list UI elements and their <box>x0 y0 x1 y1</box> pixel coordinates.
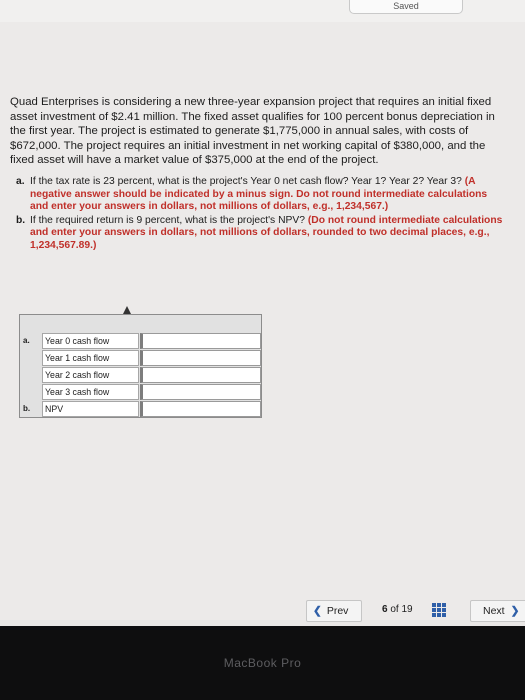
row-label: Year 3 cash flow <box>42 384 139 400</box>
answer-row-year0 <box>20 333 261 349</box>
next-button[interactable] <box>470 600 525 622</box>
part-b <box>16 215 506 253</box>
question-text: Quad Enterprises is considering a new three-year expansion project that requires an initial fixed asset investment of $2.41 million. The fixed asset qualifies for 100 percent bonus depreciation in the first year. The project is estimated to generate $1,775,000 in annual sales, with costs of $672,000. The project requires an initial investment in net working capital of $380,000, and the fixed asset will have a market value of $375,000 at the end of the project. <box>10 96 495 167</box>
next-label: Next <box>483 605 505 617</box>
device-label: MacBook Pro <box>223 656 302 670</box>
page-total: 19 <box>401 604 413 615</box>
page-indicator <box>382 604 413 615</box>
answer-row-year2 <box>20 367 261 383</box>
part-text: If the required return is 9 percent, what is the project's NPV? <box>30 214 308 226</box>
part-instruction: (A negative answer should be indicated by a minus sign. Do not round intermediate calculations and enter your answers in dollars, not millions of dollars, e.g., 1,234,567.) <box>30 176 488 213</box>
answer-table <box>19 314 262 418</box>
question-navigation <box>0 596 525 626</box>
part-instruction: (Do not round intermediate calculations and enter your answers in dollars, not millions of dollars, rounded to two decimal places, e.g., 1,234,567.89.) <box>30 214 503 251</box>
saved-status: Saved <box>349 0 463 14</box>
row-label: Year 2 cash flow <box>42 367 139 383</box>
row-label: Year 1 cash flow <box>42 350 139 366</box>
answer-row-year1 <box>20 350 261 366</box>
page-current: 6 <box>382 604 388 615</box>
laptop-bezel <box>0 626 525 700</box>
row-label: Year 0 cash flow <box>42 333 139 349</box>
prev-button[interactable] <box>306 600 362 622</box>
prev-label: Prev <box>326 605 349 617</box>
top-bar <box>0 0 525 22</box>
year0-cash-flow-input[interactable] <box>140 333 261 349</box>
npv-input[interactable] <box>140 401 261 417</box>
answer-row-year3 <box>20 384 261 400</box>
row-letter: b. <box>23 404 31 413</box>
chevron-left-icon: ❮ <box>313 605 322 617</box>
part-letter: b. <box>16 214 26 226</box>
year1-cash-flow-input[interactable] <box>140 350 261 366</box>
mouse-cursor-icon <box>123 306 131 314</box>
year2-cash-flow-input[interactable] <box>140 367 261 383</box>
row-letter: a. <box>23 336 30 345</box>
answer-row-npv <box>20 401 261 417</box>
part-a <box>16 176 506 214</box>
part-letter: a. <box>16 176 25 187</box>
page-separator: of <box>390 604 399 615</box>
grid-icon[interactable] <box>432 603 446 617</box>
year3-cash-flow-input[interactable] <box>140 384 261 400</box>
question-parts <box>16 176 506 254</box>
chevron-right-icon: ❯ <box>510 605 520 617</box>
part-text: If the tax rate is 23 percent, what is the project's Year 0 net cash flow? Year 1? Year 2? Year 3? <box>30 176 465 187</box>
row-label: NPV <box>42 401 139 417</box>
